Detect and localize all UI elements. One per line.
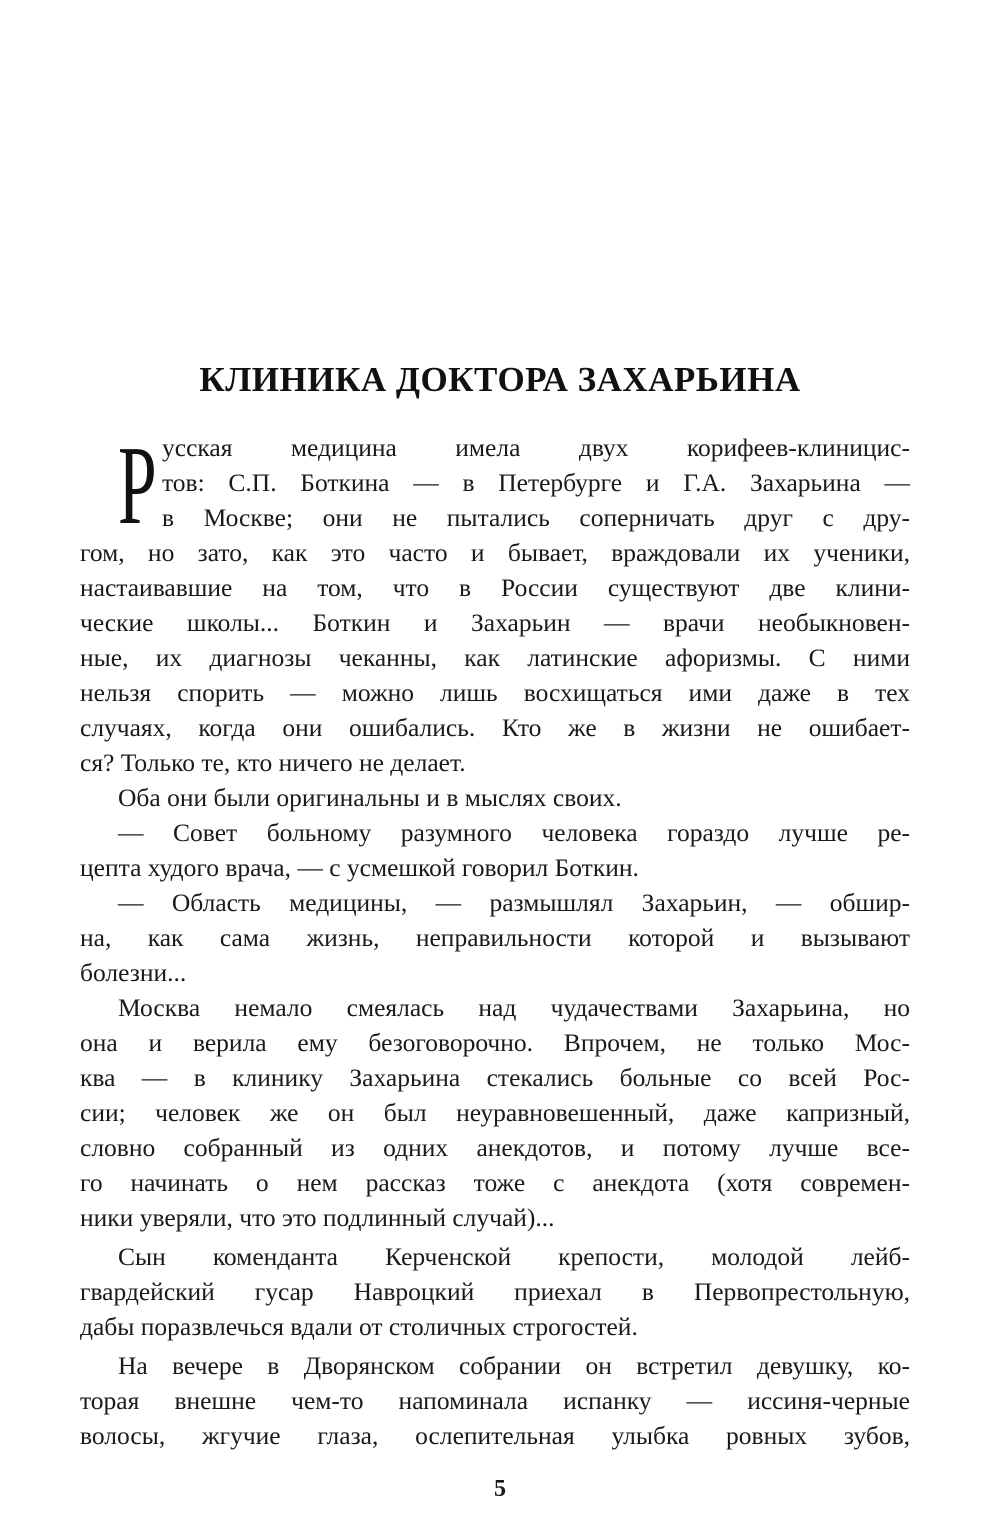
text-line: тов: С.П. Боткина — в Петербурге и Г.А. Захарьина — — [162, 468, 910, 497]
text-line: Оба они были оригинальны и в мыслях своих. — [118, 783, 622, 812]
text-line: Сын коменданта Керченской крепости, молодой лейб- — [118, 1242, 910, 1271]
page-number: 5 — [494, 1476, 506, 1502]
paragraph — [80, 424, 910, 780]
text-line: настаивавшие на том, что в России существуют две клини- — [80, 573, 910, 602]
text-line: на, как сама жизнь, неправильности которой и вызывают — [80, 923, 910, 952]
text-line: нельзя спорить — можно лишь восхищаться ими даже в тех — [80, 678, 910, 707]
text-line: ся? Только те, кто ничего не делает. — [80, 748, 466, 777]
text-line: дабы поразвлечься вдали от столичных строгостей. — [80, 1312, 638, 1341]
chapter-title: КЛИНИКА ДОКТОРА ЗАХАРЬИНА — [199, 360, 801, 399]
paragraph — [80, 990, 910, 1235]
text-line: гвардейский гусар Навроцкий приехал в Первопрестольную, — [80, 1277, 910, 1306]
text-line: словно собранный из одних анекдотов, и потому лучше все- — [80, 1133, 910, 1162]
text-line: ква — в клинику Захарьина стекались больные со всей Рос- — [80, 1063, 910, 1092]
paragraph — [80, 780, 910, 815]
text-line: торая внешне чем-то напоминала испанку — иссиня-черные — [80, 1386, 910, 1415]
text-line: ные, их диагнозы чеканны, как латинские афоризмы. С ними — [80, 643, 910, 672]
text-line: усская медицина имела двух корифеев-клиницис- — [162, 433, 910, 462]
paragraph — [80, 885, 910, 990]
text-line: волосы, жгучие глаза, ослепительная улыбка ровных зубов, — [80, 1421, 910, 1450]
text-line: — Совет больному разумного человека гораздо лучше ре- — [118, 818, 910, 847]
drop-cap: Р — [118, 424, 157, 548]
text-line: случаях, когда они ошибались. Кто же в жизни не ошибает- — [80, 713, 910, 742]
text-line: цепта худого врача, — с усмешкой говорил Боткин. — [80, 853, 639, 882]
text-line: — Область медицины, — размышлял Захарьин, — обшир- — [118, 888, 910, 917]
paragraph — [80, 1239, 910, 1344]
text-line: го начинать о нем рассказ тоже с анекдота (хотя современ- — [80, 1168, 910, 1197]
text-line: На вечере в Дворянском собрании он встретил девушку, ко- — [118, 1351, 910, 1380]
text-line: она и верила ему безоговорочно. Впрочем, не только Мос- — [80, 1028, 910, 1057]
text-line: гом, но зато, как это часто и бывает, враждовали их ученики, — [80, 538, 910, 567]
text-line: в Москве; они не пытались соперничать друг с дру- — [162, 503, 910, 532]
text-line: сии; человек же он был неуравновешенный, даже капризный, — [80, 1098, 910, 1127]
body-text — [80, 424, 910, 1453]
text-line: ники уверяли, что это подлинный случай)... — [80, 1203, 555, 1232]
paragraph — [80, 1348, 910, 1453]
text-line: болезни... — [80, 958, 187, 987]
paragraph — [80, 815, 910, 885]
text-line: Москва немало смеялась над чудачествами Захарьина, но — [118, 993, 910, 1022]
text-line: ческие школы... Боткин и Захарьин — врачи необыкновен- — [80, 608, 910, 637]
